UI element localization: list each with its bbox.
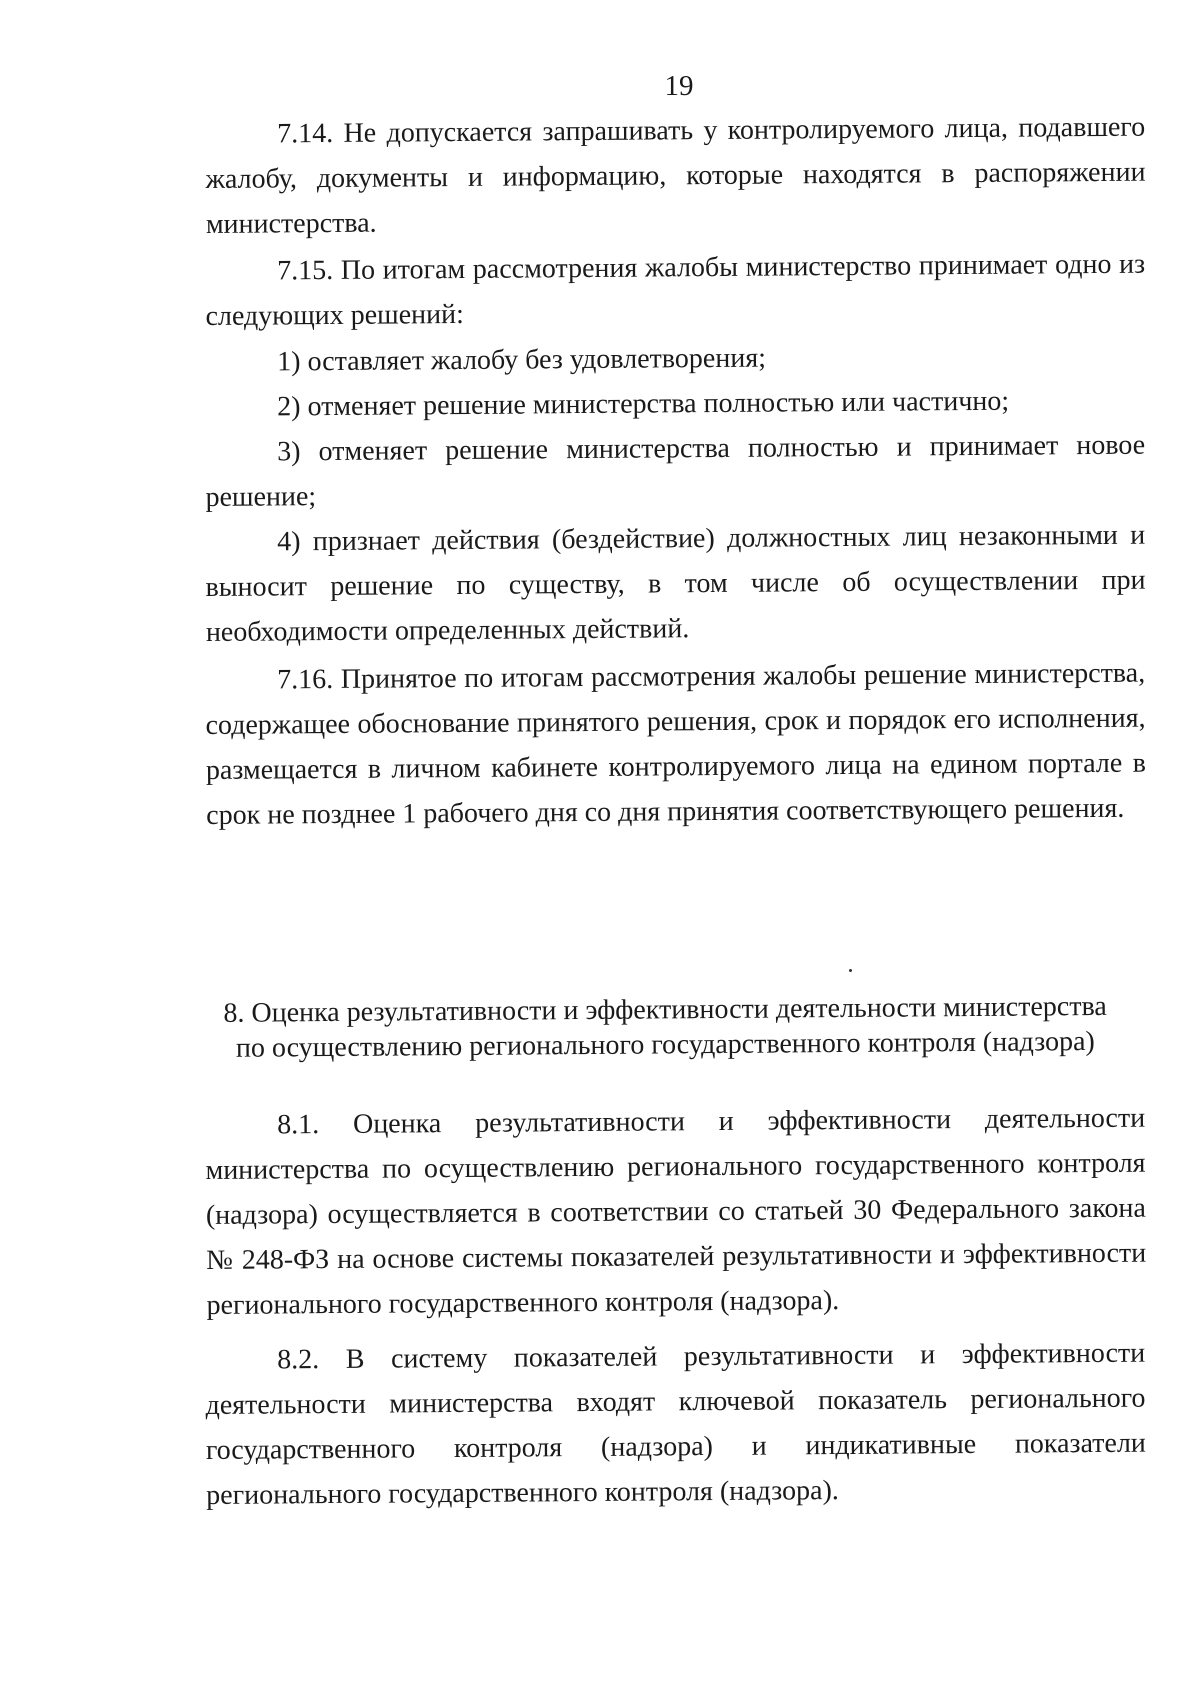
paragraph-8-2: 8.2. В систему показателей результативности и эффективности деятельности министерства входят ключевой показатель регионального государственного контроля (надзора) и индикативные показатели регионального государственного контроля (надзора). [205,1337,1146,1511]
section-8-heading [205,989,1126,1066]
list-item-7-15-1: 1) оставляет жалобу без удовлетворения; [277,342,767,378]
paragraph-7-15: 7.15. По итогам рассмотрения жалобы министерство принимает одно из следующих решений: [205,248,1146,332]
section-8-heading-line-2: по осуществлению регионального государственного контроля (надзора) [235,1026,1095,1064]
page-number: 19 [664,70,694,102]
list-item-7-15-3: 3) отменяет решение министерства полностью и принимает новое решение; [205,429,1146,513]
list-item-7-15-2: 2) отменяет решение министерства полностью или частично; [277,385,1010,423]
paragraph-7-14: 7.14. Не допускается запрашивать у контролируемого лица, подавшего жалобу, документы и информацию, которые находятся в распоряжении министерства. [205,111,1146,240]
paragraph-8-1: 8.1. Оценка результативности и эффективности деятельности министерства по осуществлению регионального государственного контроля (надзора) осуществляется в соответствии со статьей 30 Федерального закона № 248-ФЗ на основе системы показателей результативности и эффективности регионального государственного контроля (надзора). [205,1102,1147,1321]
section-8-heading-line-1: 8. Оценка результативности и эффективности деятельности министерства [223,990,1107,1029]
list-item-7-15-4: 4) признает действия (бездействие) должностных лиц незаконными и выносит решение по существу, в том числе об осуществлении при необходимости определенных действий. [205,519,1146,648]
scan-speck [849,969,852,972]
paragraph-7-16: 7.16. Принятое по итогам рассмотрения жалобы решение министерства, содержащее обоснование принятого решения, срок и порядок его исполнения, размещается в личном кабинете контролируемого лица на едином портале в срок не позднее 1 рабочего дня со дня принятия соответствующего решения. [205,657,1146,831]
